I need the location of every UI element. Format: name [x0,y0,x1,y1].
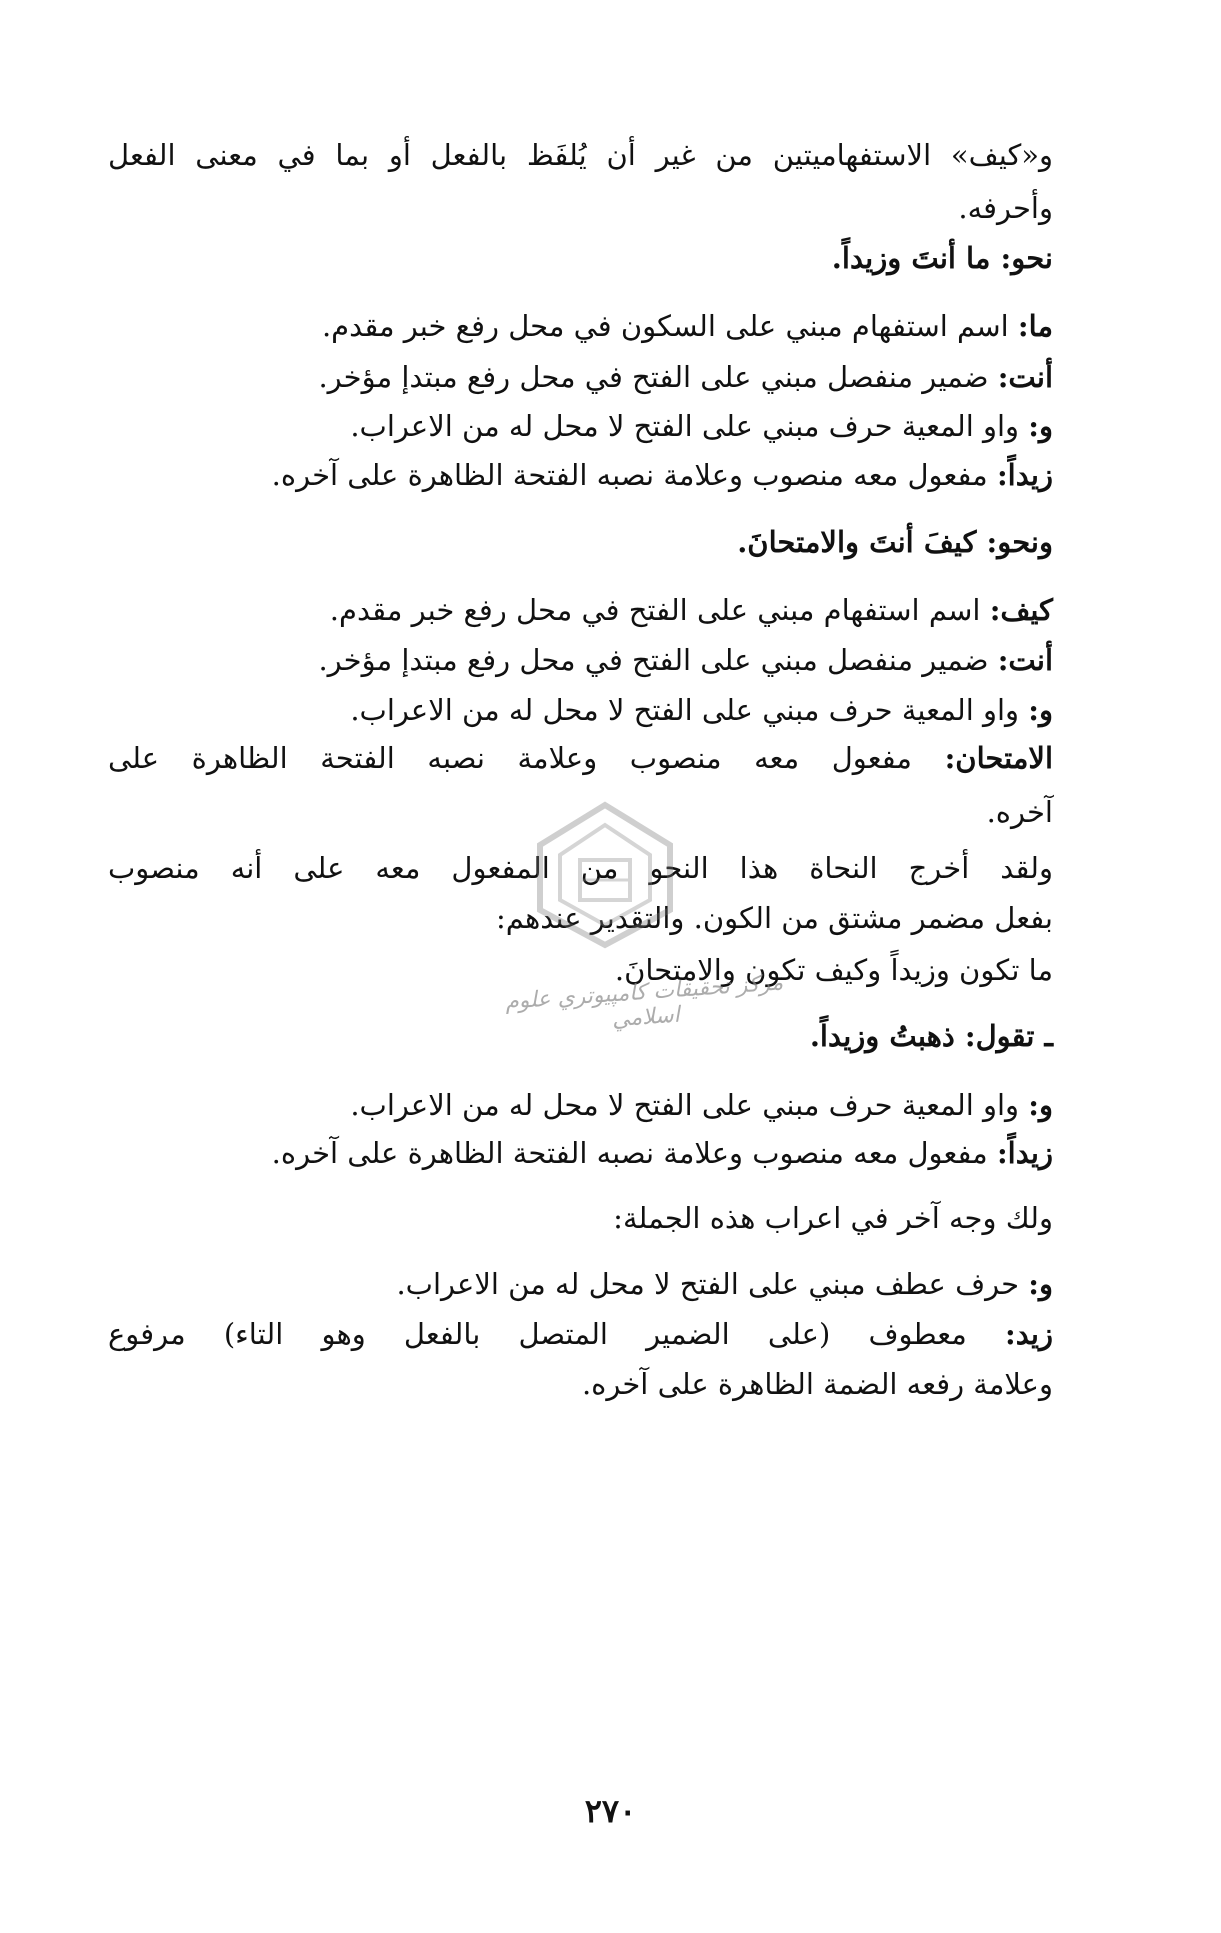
parse-line [108,688,1053,732]
parse-line [108,355,1053,399]
parse-term: و: [1028,1267,1053,1301]
parse-line [108,404,1053,448]
text-line: ولقد أخرج النحاة هذا النحو من المفعول معه على أنه منصوب [108,851,1053,885]
parse-desc: واو المعية حرف مبني على الفتح لا محل له من الاعراب. [350,409,1020,443]
parse-term: الامتحان: [944,741,1054,775]
parse-line [108,736,1053,780]
parse-desc: مفعول معه منصوب وعلامة نصبه الفتحة الظاهرة على آخره. [271,1136,988,1170]
parse-term: ما: [1017,309,1053,343]
watermark-logo-icon [530,800,680,950]
parse-line [108,638,1053,682]
parse-term: و: [1028,409,1053,443]
parse-desc: ضمير منفصل مبني على الفتح في محل رفع مبتدإ مؤخر. [318,360,989,394]
parse-term: كيف: [989,593,1053,627]
parse-desc: معطوف (على الضمير المتصل بالفعل وهو التاء) مرفوع [108,1317,967,1351]
parse-line [108,304,1053,348]
watermark-text: مركز تحقيقات كامپيوتري علوم اسلامي [504,970,784,1033]
text-line: وأحرفه. [958,191,1053,225]
parse-line [108,588,1053,632]
text-line: آخره. [986,795,1053,829]
parse-desc: واو المعية حرف مبني على الفتح لا محل له من الاعراب. [350,1088,1020,1122]
text-line: بفعل مضمر مشتق من الكون. والتقدير عندهم: [495,901,1053,935]
parse-line [108,1131,1053,1175]
parse-desc: مفعول معه منصوب وعلامة نصبه الفتحة الظاهرة على [108,741,912,775]
parse-line [108,1312,1053,1356]
example-heading: ونحو: كيفَ أنتَ والامتحانَ. [737,525,1053,559]
page-number: ٢٧٠ [584,1792,637,1830]
parse-line [108,453,1053,497]
parse-term: أنت: [997,360,1053,394]
parse-term: زيداً: [996,458,1053,492]
text-line: ما تكون وزيداً وكيف تكون والامتحانَ. [614,953,1053,987]
parse-term: و: [1028,693,1053,727]
example-heading: نحو: ما أنتَ وزيداً. [831,241,1053,275]
parse-line [108,1262,1053,1306]
parse-term: و: [1028,1088,1053,1122]
text-line: و«كيف» الاستفهاميتين من غير أن يُلفَظ بالفعل أو بما في معنى الفعل [108,138,1053,172]
example-heading: ـ تقول: ذهبتُ وزيداً. [809,1019,1053,1053]
parse-term: زيد: [1004,1317,1053,1351]
parse-desc: ضمير منفصل مبني على الفتح في محل رفع مبتدإ مؤخر. [318,643,989,677]
parse-term: زيداً: [996,1136,1053,1170]
parse-desc: حرف عطف مبني على الفتح لا محل له من الاعراب. [396,1267,1020,1301]
parse-line [108,1083,1053,1127]
text-line: وعلامة رفعه الضمة الظاهرة على آخره. [581,1367,1053,1401]
parse-desc: واو المعية حرف مبني على الفتح لا محل له من الاعراب. [350,693,1020,727]
text-line: ولك وجه آخر في اعراب هذه الجملة: [613,1201,1053,1235]
parse-term: أنت: [997,643,1053,677]
parse-desc: اسم استفهام مبني على الفتح في محل رفع خبر مقدم. [329,593,981,627]
parse-desc: اسم استفهام مبني على السكون في محل رفع خبر مقدم. [321,309,1009,343]
parse-desc: مفعول معه منصوب وعلامة نصبه الفتحة الظاهرة على آخره. [271,458,988,492]
